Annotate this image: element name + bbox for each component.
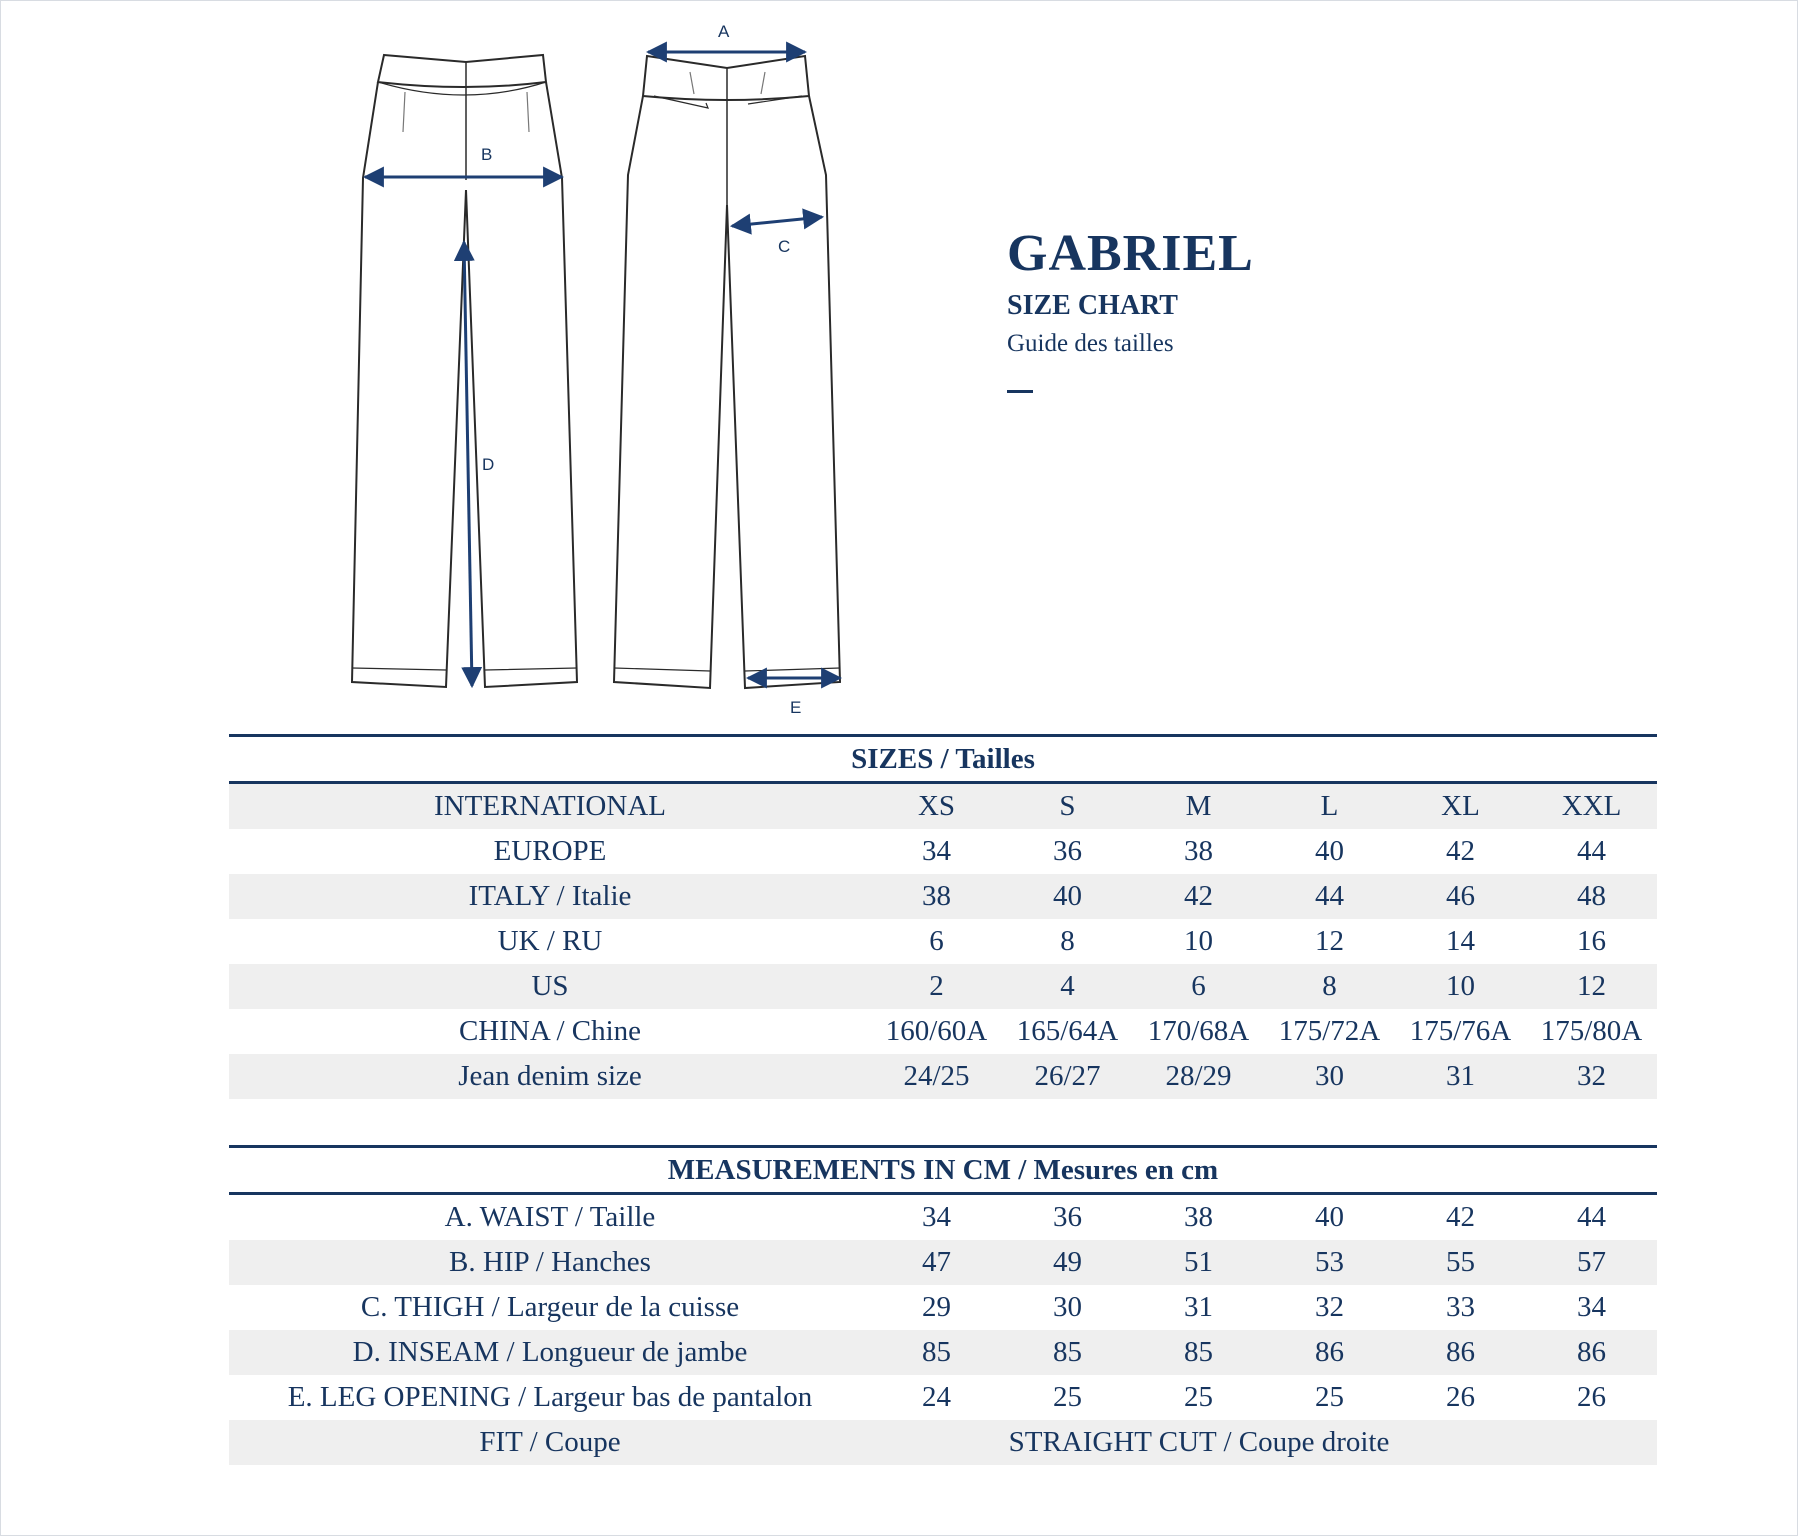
table-row bbox=[229, 1240, 1657, 1285]
row-label: UK / RU bbox=[497, 925, 603, 957]
table-cell: 85 bbox=[922, 1336, 951, 1368]
table-cell: 14 bbox=[1446, 925, 1475, 957]
table-cell: 85 bbox=[1053, 1336, 1082, 1368]
table-cell: 24/25 bbox=[903, 1060, 970, 1092]
table-cell: 175/76A bbox=[1409, 1015, 1512, 1047]
table-cell: 10 bbox=[1446, 970, 1475, 1002]
table-cell: 34 bbox=[922, 835, 951, 867]
measurement-arrows bbox=[365, 52, 840, 686]
sizes-table bbox=[229, 734, 1657, 1099]
table-cell: 175/80A bbox=[1540, 1015, 1643, 1047]
table-cell: 16 bbox=[1577, 925, 1606, 957]
row-label: B. HIP / Hanches bbox=[449, 1246, 651, 1278]
table-cell: M bbox=[1185, 790, 1212, 822]
measurements-table bbox=[229, 1145, 1657, 1465]
row-label: Jean denim size bbox=[458, 1060, 642, 1092]
title-block bbox=[1007, 224, 1254, 393]
table-row bbox=[229, 829, 1657, 874]
row-label: E. LEG OPENING / Largeur bas de pantalon bbox=[287, 1381, 813, 1413]
table-cell: 34 bbox=[1577, 1291, 1606, 1323]
table-row bbox=[229, 919, 1657, 964]
table-cell: 28/29 bbox=[1165, 1060, 1232, 1092]
table-cell: 31 bbox=[1184, 1291, 1213, 1323]
label-e: E bbox=[790, 698, 802, 717]
fit-row bbox=[229, 1420, 1657, 1465]
table-cell: 6 bbox=[929, 925, 944, 957]
row-label: EUROPE bbox=[493, 835, 607, 867]
table-cell: 38 bbox=[922, 880, 951, 912]
table-cell: 44 bbox=[1577, 835, 1606, 867]
row-label: FIT / Coupe bbox=[479, 1426, 621, 1458]
table-row bbox=[229, 1375, 1657, 1420]
table-cell: 30 bbox=[1315, 1060, 1344, 1092]
table-cell: 12 bbox=[1577, 970, 1606, 1002]
label-c: C bbox=[778, 237, 791, 256]
table-cell: 30 bbox=[1053, 1291, 1082, 1323]
table-cell: 86 bbox=[1577, 1336, 1606, 1368]
table-cell: 32 bbox=[1577, 1060, 1606, 1092]
table-row bbox=[229, 1285, 1657, 1330]
table-cell: 25 bbox=[1315, 1381, 1344, 1413]
pants-diagram bbox=[0, 0, 900, 720]
table-cell: 4 bbox=[1060, 970, 1075, 1002]
table-cell: 44 bbox=[1315, 880, 1344, 912]
table-cell: 8 bbox=[1060, 925, 1075, 957]
row-label: US bbox=[531, 970, 569, 1002]
title-dash-divider bbox=[1007, 390, 1033, 393]
table-cell: 40 bbox=[1053, 880, 1082, 912]
label-b: B bbox=[481, 145, 493, 164]
table-cell: 24 bbox=[922, 1381, 951, 1413]
table-cell: L bbox=[1320, 790, 1339, 822]
table-cell: 44 bbox=[1577, 1201, 1606, 1233]
table-cell: S bbox=[1059, 790, 1076, 822]
size-chart-subtitle-fr: Guide des tailles bbox=[1007, 330, 1174, 357]
table-cell: 26 bbox=[1446, 1381, 1475, 1413]
table-cell: 47 bbox=[922, 1246, 951, 1278]
table-cell: 38 bbox=[1184, 835, 1213, 867]
table-row bbox=[229, 1009, 1657, 1054]
table-cell: 6 bbox=[1191, 970, 1206, 1002]
table-cell: 85 bbox=[1184, 1336, 1213, 1368]
table-cell: 175/72A bbox=[1278, 1015, 1381, 1047]
measurements-table-body bbox=[229, 1195, 1657, 1420]
table-cell: 55 bbox=[1446, 1246, 1475, 1278]
table-cell: 29 bbox=[922, 1291, 951, 1323]
table-row bbox=[229, 1054, 1657, 1099]
table-cell: 31 bbox=[1446, 1060, 1475, 1092]
table-cell: 86 bbox=[1315, 1336, 1344, 1368]
table-cell: XL bbox=[1441, 790, 1480, 822]
row-label: C. THIGH / Largeur de la cuisse bbox=[360, 1291, 740, 1323]
table-cell: 10 bbox=[1184, 925, 1213, 957]
table-row bbox=[229, 784, 1657, 829]
table-cell: 36 bbox=[1053, 1201, 1082, 1233]
table-cell: 46 bbox=[1446, 880, 1475, 912]
table-cell: 34 bbox=[922, 1201, 951, 1233]
table-cell: 57 bbox=[1577, 1246, 1606, 1278]
table-cell: 170/68A bbox=[1147, 1015, 1250, 1047]
product-title: GABRIEL bbox=[1007, 225, 1254, 282]
table-cell: XXL bbox=[1561, 790, 1622, 822]
table-cell: 86 bbox=[1446, 1336, 1475, 1368]
table-cell: 42 bbox=[1446, 835, 1475, 867]
table-cell: 160/60A bbox=[885, 1015, 988, 1047]
sizes-table-body bbox=[229, 784, 1657, 1099]
table-row bbox=[229, 1330, 1657, 1375]
table-cell: 25 bbox=[1184, 1381, 1213, 1413]
table-row bbox=[229, 874, 1657, 919]
table-cell: 165/64A bbox=[1016, 1015, 1119, 1047]
back-view-drawing bbox=[614, 56, 840, 688]
size-chart-subtitle: SIZE CHART bbox=[1007, 290, 1178, 321]
fit-value: STRAIGHT CUT / Coupe droite bbox=[1008, 1426, 1390, 1458]
table-cell: 49 bbox=[1053, 1246, 1082, 1278]
label-d: D bbox=[482, 455, 495, 474]
table-cell: 42 bbox=[1184, 880, 1213, 912]
table-cell: 40 bbox=[1315, 1201, 1344, 1233]
sizes-heading: SIZES / Tailles bbox=[851, 743, 1035, 775]
table-cell: 40 bbox=[1315, 835, 1344, 867]
row-label: ITALY / Italie bbox=[468, 880, 632, 912]
front-view-drawing bbox=[352, 55, 577, 687]
table-cell: 2 bbox=[929, 970, 944, 1002]
table-cell: 38 bbox=[1184, 1201, 1213, 1233]
table-row bbox=[229, 964, 1657, 1009]
row-label: CHINA / Chine bbox=[458, 1015, 642, 1047]
table-cell: 26/27 bbox=[1034, 1060, 1101, 1092]
table-cell: 26 bbox=[1577, 1381, 1606, 1413]
table-cell: 25 bbox=[1053, 1381, 1082, 1413]
table-row bbox=[229, 1195, 1657, 1240]
measurements-heading: MEASUREMENTS IN CM / Mesures en cm bbox=[667, 1154, 1219, 1186]
table-cell: 36 bbox=[1053, 835, 1082, 867]
row-label: A. WAIST / Taille bbox=[444, 1201, 656, 1233]
row-label: D. INSEAM / Longueur de jambe bbox=[352, 1336, 748, 1368]
table-cell: 48 bbox=[1577, 880, 1606, 912]
table-cell: 8 bbox=[1322, 970, 1337, 1002]
table-cell: 32 bbox=[1315, 1291, 1344, 1323]
table-cell: 33 bbox=[1446, 1291, 1475, 1323]
table-cell: 53 bbox=[1315, 1246, 1344, 1278]
table-cell: 42 bbox=[1446, 1201, 1475, 1233]
row-label: INTERNATIONAL bbox=[434, 790, 666, 822]
table-cell: 51 bbox=[1184, 1246, 1213, 1278]
label-a: A bbox=[718, 22, 730, 41]
table-cell: XS bbox=[917, 790, 956, 822]
table-cell: 12 bbox=[1315, 925, 1344, 957]
